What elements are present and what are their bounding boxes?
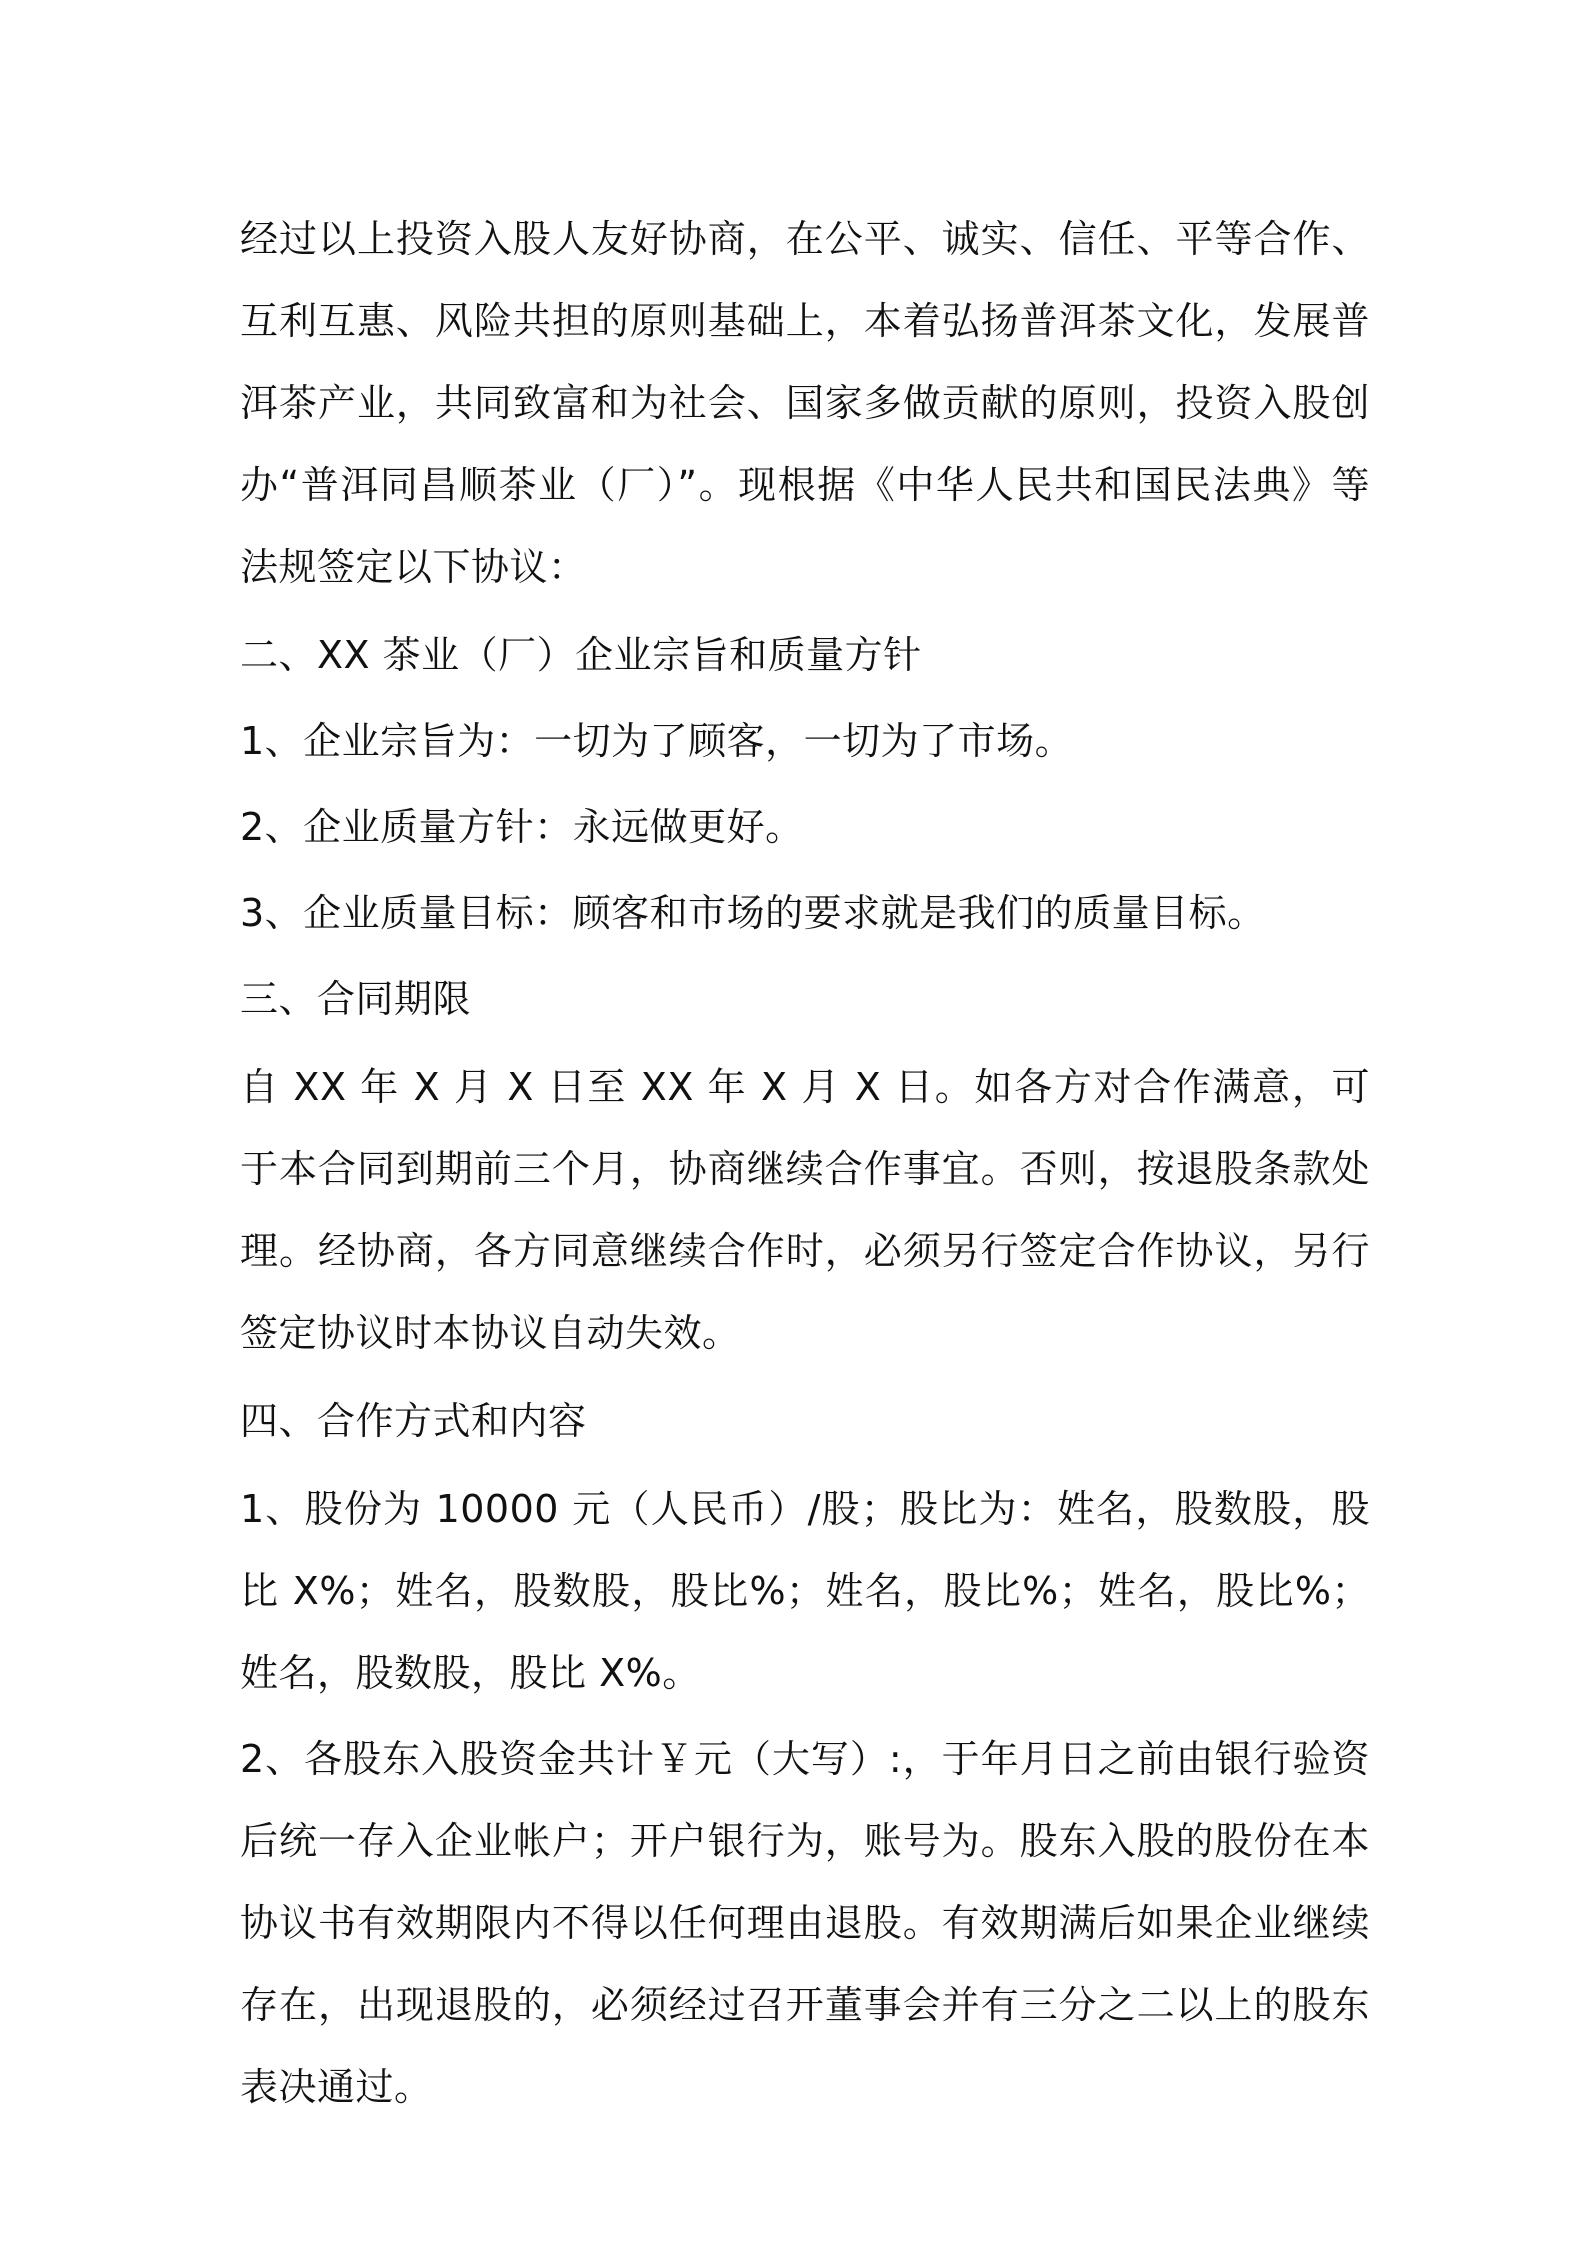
intro-paragraph: 经过以上投资入股人友好协商，在公平、诚实、信任、平等合作、互利互惠、风险共担的原则基础上，本着弘扬普洱茶文化，发展普洱茶产业，共同致富和为社会、国家多做贡献的原则，投资入股创办“普洱同昌顺茶业（厂）”。现根据《中华人民共和国民法典》等法规签定以下协议：	[240, 217, 1370, 589]
section-3-paragraph: 自 XX 年 X 月 X 日至 XX 年 X 月 X 日。如各方对合作满意，可于本合同到期前三个月，协商继续合作事宜。否则，按退股条款处理。经协商，各方同意继续合作时，必须另行签定合作协议，另行签定协议时本协议自动失效。	[240, 1065, 1370, 1355]
document-body	[240, 198, 1370, 2128]
section-2-item-2: 2、企业质量方针：永远做更好。	[240, 805, 804, 849]
section-4-heading: 四、合作方式和内容	[240, 1399, 587, 1443]
section-3-heading: 三、合同期限	[240, 977, 472, 1021]
section-2-item-1: 1、企业宗旨为：一切为了顾客，一切为了市场。	[240, 719, 1074, 763]
section-2-item-3: 3、企业质量目标：顾客和市场的要求就是我们的质量目标。	[240, 891, 1266, 935]
section-4-item-2: 2、各股东入股资金共计￥元（大写）:，于年月日之前由银行验资后统一存入企业帐户；开户银行为，账号为。股东入股的股份在本协议书有效期限内不得以任何理由退股。有效期满后如果企业继续存在，出现退股的，必须经过召开董事会并有三分之二以上的股东表决通过。	[240, 1737, 1370, 2109]
section-2-heading: 二、XX 茶业（厂）企业宗旨和质量方针	[240, 633, 922, 677]
section-4-item-1: 1、股份为 10000 元（人民币）/股；股比为：姓名，股数股，股比 X%；姓名，股数股，股比%；姓名，股比%；姓名，股比%；姓名，股数股，股比 X%。	[240, 1487, 1370, 1695]
